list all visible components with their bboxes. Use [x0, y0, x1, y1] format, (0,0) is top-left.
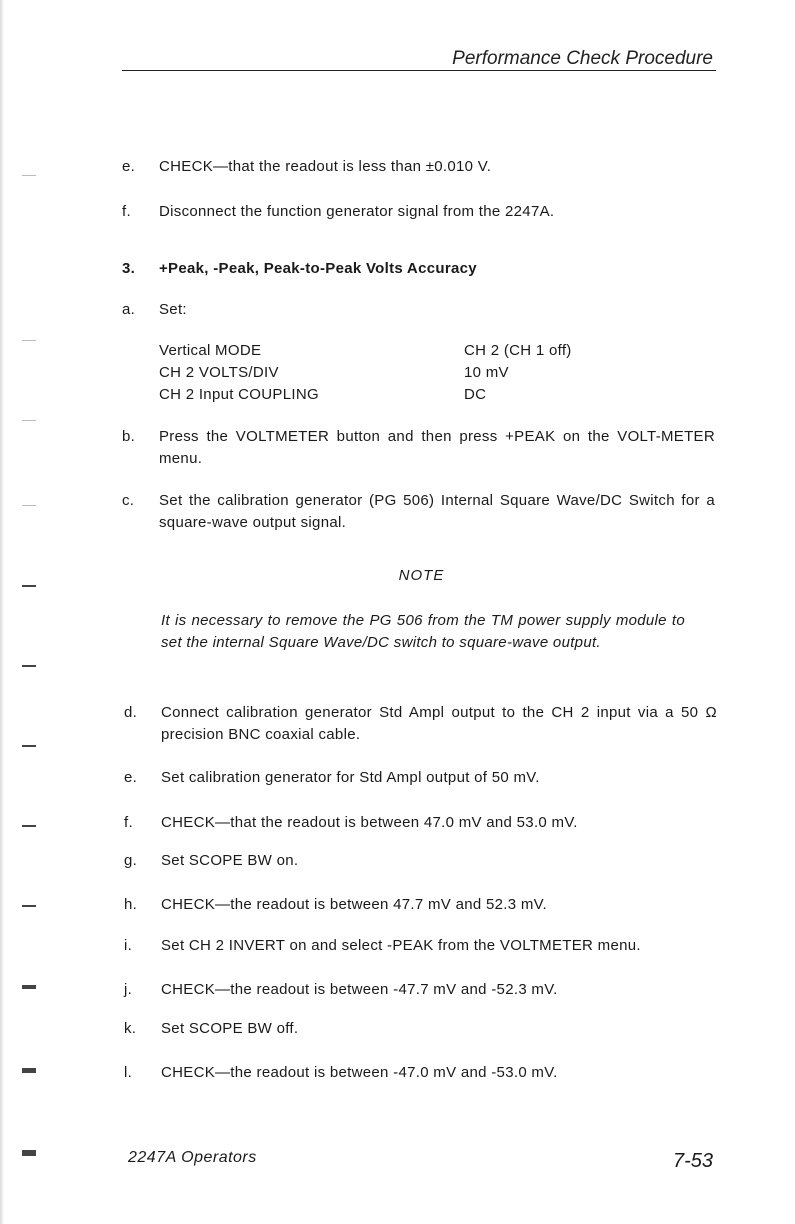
step-label: b.	[122, 428, 136, 445]
footer-page-number: 7-53	[672, 1150, 713, 1172]
step-text: CHECK—the readout is between 47.7 mV and 52.3 mV.	[161, 896, 548, 913]
step-label: e.	[122, 158, 136, 175]
margin-mark	[22, 505, 36, 506]
step-text: CHECK—that the readout is less than ±0.010 V.	[159, 158, 492, 175]
step-text: Press the VOLTMETER button and then press +PEAK on the VOLT-METER menu.	[159, 428, 715, 467]
margin-mark	[22, 905, 36, 907]
header-rule	[122, 70, 716, 71]
footer-manual-name: 2247A Operators	[128, 1149, 257, 1166]
note-title	[0, 567, 795, 584]
step-text: Set SCOPE BW off.	[161, 1020, 299, 1037]
step-text: Set CH 2 INVERT on and select -PEAK from the VOLTMETER menu.	[161, 937, 641, 954]
control-name: CH 2 VOLTS/DIV	[159, 364, 279, 381]
step-label: f.	[122, 203, 131, 220]
step-label: e.	[124, 769, 138, 786]
step-text: CHECK—the readout is between -47.7 mV and -52.3 mV.	[161, 981, 558, 998]
step-text: Set SCOPE BW on.	[161, 852, 299, 869]
margin-mark	[22, 745, 36, 747]
section-number: 3.	[122, 260, 136, 277]
step-text: CHECK—the readout is between -47.0 mV and -53.0 mV.	[161, 1064, 558, 1081]
step-label: f.	[124, 814, 133, 831]
step-label: h.	[124, 896, 138, 913]
step-text: Disconnect the function generator signal from the 2247A.	[159, 203, 555, 220]
step-label: i.	[124, 937, 133, 954]
binding-edge	[0, 0, 4, 1224]
step-label: c.	[122, 492, 135, 509]
step-label: j.	[124, 981, 133, 998]
margin-mark	[22, 1150, 36, 1156]
note-body: It is necessary to remove the PG 506 from the TM power supply module to set the internal Square Wave/DC switch to square-wave output.	[161, 612, 685, 651]
step-label: g.	[124, 852, 138, 869]
step-text: Set:	[159, 301, 187, 318]
step-label: a.	[122, 301, 136, 318]
step-text: CHECK—that the readout is between 47.0 mV and 53.0 mV.	[161, 814, 578, 831]
step-label: l.	[124, 1064, 133, 1081]
control-value: 10 mV	[464, 364, 509, 381]
step-text: Set the calibration generator (PG 506) Internal Square Wave/DC Switch for a square-wave output signal.	[159, 492, 715, 531]
step-label: d.	[124, 704, 138, 721]
margin-mark	[22, 665, 36, 667]
note-title-text: NOTE	[398, 567, 445, 584]
margin-mark	[22, 585, 36, 587]
margin-mark	[22, 175, 36, 176]
control-value: DC	[464, 386, 487, 403]
step-label: k.	[124, 1020, 137, 1037]
margin-mark	[22, 985, 36, 989]
step-text: Set calibration generator for Std Ampl output of 50 mV.	[161, 769, 540, 786]
page-header-title: Performance Check Procedure	[452, 48, 713, 69]
control-name: Vertical MODE	[159, 342, 262, 359]
control-value: CH 2 (CH 1 off)	[464, 342, 572, 359]
control-name: CH 2 Input COUPLING	[159, 386, 319, 403]
margin-mark	[22, 825, 36, 827]
step-text: Connect calibration generator Std Ampl output to the CH 2 input via a 50 Ω precision BNC coaxial cable.	[161, 704, 717, 743]
margin-mark	[22, 340, 36, 341]
section-title: +Peak, -Peak, Peak-to-Peak Volts Accuracy	[159, 260, 477, 277]
margin-mark	[22, 1068, 36, 1073]
margin-mark	[22, 420, 36, 421]
